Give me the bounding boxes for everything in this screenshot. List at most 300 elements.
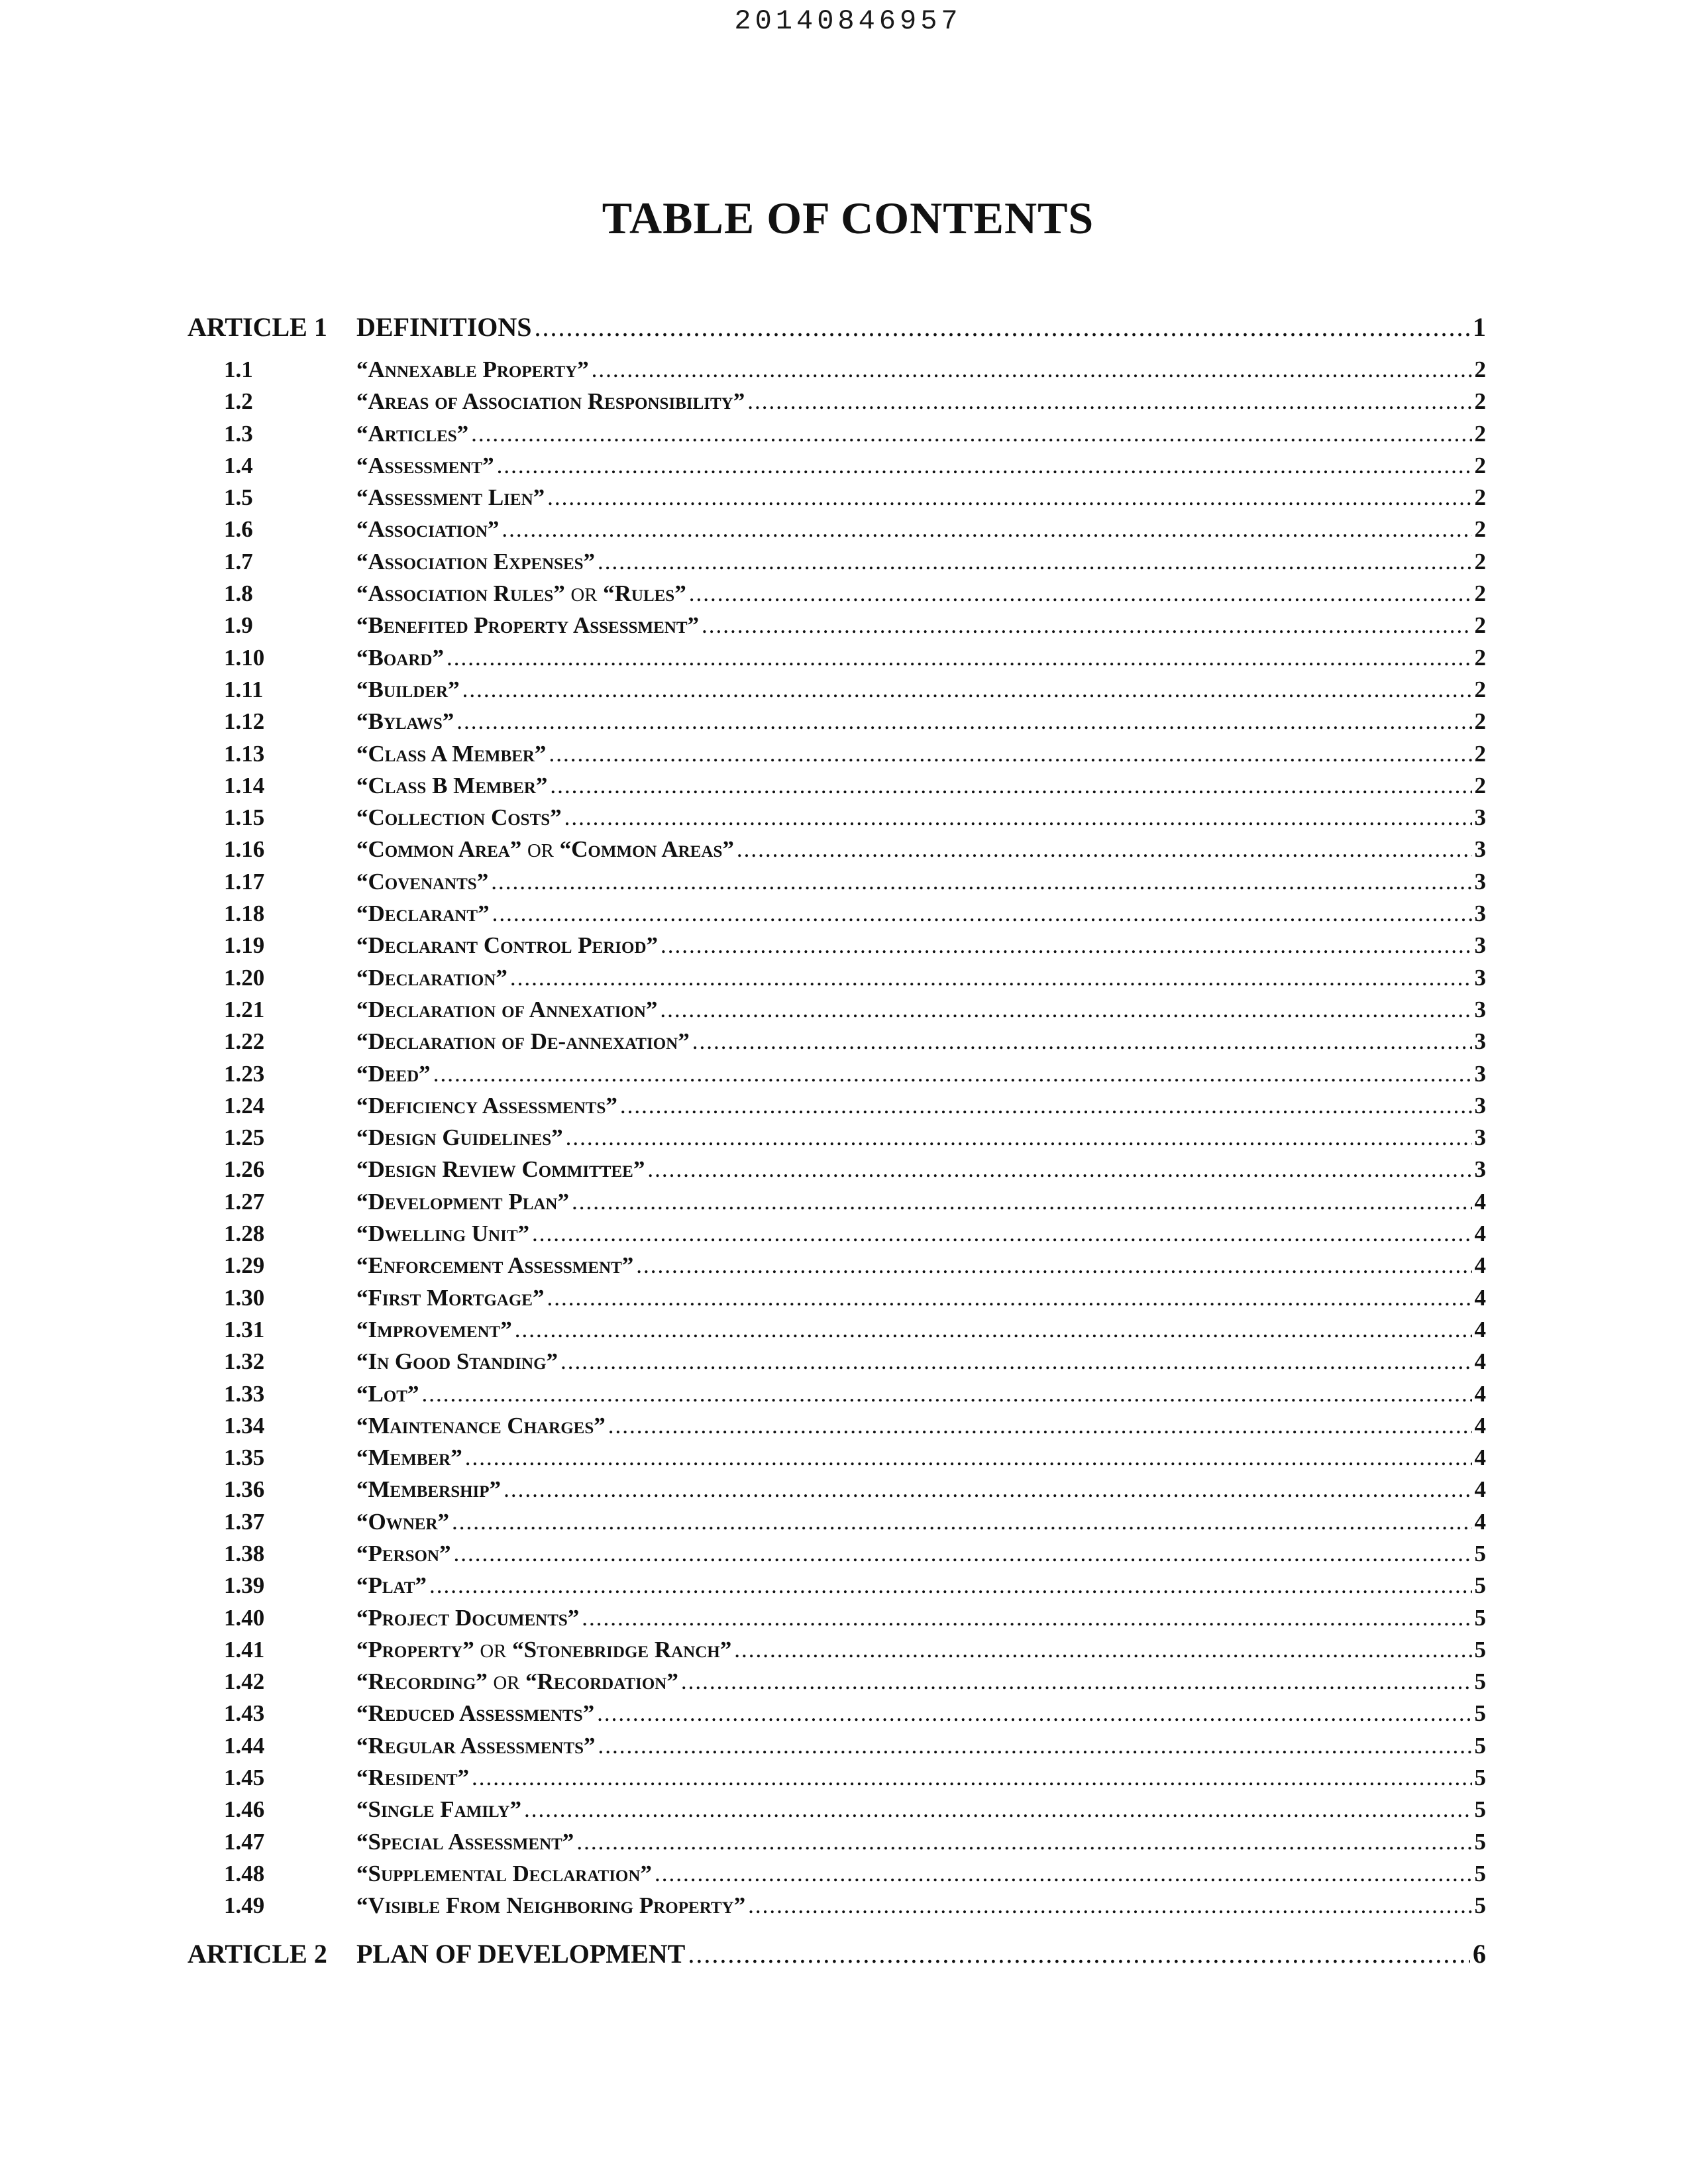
toc-entry-page-number: 5 [1474,1540,1486,1566]
toc-entry-term: “Builder” [356,676,460,702]
toc-entry-row[interactable] [187,1733,1486,1765]
toc-entry-label [356,421,468,447]
toc-entry-number: 1.20 [224,964,265,991]
toc-entry-page-number: 4 [1474,1412,1486,1439]
toc-entry-term: “Class B Member” [356,772,548,798]
toc-entry-number: 1.27 [224,1188,265,1215]
dot-leader [748,1892,1471,1919]
toc-entry-page-number: 4 [1474,1508,1486,1535]
toc-entry-row[interactable] [187,677,1486,708]
toc-entry-number: 1.43 [224,1700,265,1727]
toc-entry-label [356,356,589,383]
toc-entry-label [356,1829,574,1855]
toc-entry-page-number: 3 [1474,1060,1486,1087]
toc-entry-number: 1.21 [224,996,265,1022]
toc-entry-row[interactable] [187,645,1486,677]
toc-entry-number: 1.16 [224,836,265,863]
toc-entry-number: 1.29 [224,1252,265,1279]
toc-entry-row[interactable] [187,580,1486,612]
toc-entry-row[interactable] [187,997,1486,1028]
toc-entry-row[interactable] [187,1765,1486,1796]
toc-entry-row[interactable] [187,1700,1486,1732]
toc-entry-row[interactable] [187,932,1486,964]
toc-entry-term: “Property” [356,1636,474,1663]
toc-entry-row[interactable] [187,1252,1486,1284]
toc-entry-term: “Annexable Property” [356,356,589,382]
toc-entry-label [356,612,699,639]
toc-entry-row[interactable] [187,484,1486,516]
dot-leader [576,1829,1471,1855]
toc-entry-label [356,453,494,479]
toc-entry-page-number: 3 [1474,868,1486,895]
toc-entry-page-number: 4 [1474,1316,1486,1342]
toc-entry-label [356,1285,544,1311]
toc-entry-row[interactable] [187,516,1486,548]
toc-entry-label [356,1572,427,1599]
toc-entry-label [356,516,499,543]
toc-entry-conjunction: OR [480,1640,507,1662]
toc-entry-term: “Deficiency Assessments” [356,1092,617,1119]
dot-leader [447,645,1472,671]
dot-leader [598,549,1471,575]
toc-entry-label [356,869,488,895]
toc-entry-label [356,1509,449,1535]
toc-entry-page-number: 2 [1474,676,1486,702]
dot-leader [647,1156,1471,1183]
dot-leader [566,1124,1472,1151]
toc-entry-term: “Declarant” [356,901,490,927]
toc-entry-label [356,1861,652,1887]
dot-leader [454,1541,1472,1567]
toc-entry-row[interactable] [187,1829,1486,1861]
dot-leader [688,1938,1470,1969]
toc-entry-term: “Association” [356,516,500,543]
toc-entry-row[interactable] [187,1796,1486,1828]
toc-entry-page-number: 3 [1474,836,1486,863]
toc-entry-term: “Benefited Property Assessment” [356,612,700,639]
toc-entry-page-number: 4 [1474,1348,1486,1375]
toc-entry-page-number: 5 [1474,1765,1486,1791]
toc-entry-label [356,836,734,863]
toc-entry-page-number: 4 [1474,1252,1486,1279]
toc-entry-row[interactable] [187,453,1486,484]
toc-entry-number: 1.38 [224,1540,265,1566]
toc-entry-term: “Covenants” [356,868,489,895]
toc-entry-row[interactable] [187,1028,1486,1060]
toc-entry-number: 1.17 [224,868,265,895]
toc-entry-number: 1.1 [224,356,253,382]
toc-entry-number: 1.47 [224,1828,265,1855]
toc-entry-label [356,1541,451,1567]
toc-entry-label [356,484,545,511]
dot-leader [524,1796,1472,1823]
toc-entry-term: “Person” [356,1540,451,1566]
toc-entry-row[interactable] [187,965,1486,997]
toc-entry-page-number: 4 [1474,1476,1486,1503]
toc-entry-label [356,1733,596,1759]
toc-entry-term: “Deed” [356,1060,431,1087]
toc-entry-term: “Areas of Association Responsibility” [356,388,745,415]
toc-entry-label [356,804,562,831]
toc-entry-label [356,1700,594,1727]
toc-entry-term: “Single Family” [356,1796,521,1823]
toc-entry-label [356,1061,431,1087]
toc-entry-row[interactable] [187,869,1486,901]
toc-entry-conjunction: OR [527,840,554,862]
toc-entry-row[interactable] [187,1445,1486,1476]
toc-entry-number: 1.9 [224,612,253,639]
toc-entry-number: 1.13 [224,740,265,767]
article-page-number: 1 [1473,312,1486,342]
toc-entry-label [356,1637,731,1663]
toc-entry-row[interactable] [187,708,1486,740]
toc-entry-term: “Visible From Neighboring Property” [356,1892,746,1919]
toc-entry-term: “Common Area” [356,836,522,863]
dot-leader [471,421,1471,447]
toc-entry-number: 1.6 [224,516,253,543]
toc-entry-term: “Articles” [356,420,469,447]
toc-entry-term: “Declarant Control Period” [356,932,659,959]
toc-entry-label [356,549,595,575]
toc-entry-page-number: 2 [1474,484,1486,511]
toc-entry-number: 1.32 [224,1348,265,1375]
dot-leader [564,804,1472,831]
dot-leader [429,1572,1472,1599]
toc-entry-term: “In Good Standing” [356,1348,558,1375]
toc-entry-label [356,580,686,607]
dot-leader [681,1668,1472,1695]
toc-entry-term: “Dwelling Unit” [356,1221,530,1247]
dot-leader [547,484,1471,511]
toc-entry-row[interactable] [187,1476,1486,1508]
toc-entry-page-number: 5 [1474,1572,1486,1599]
toc-entry-label [356,1381,419,1407]
toc-entry-number: 1.26 [224,1156,265,1183]
toc-entry-page-number: 5 [1474,1668,1486,1695]
toc-entry-row[interactable] [187,1541,1486,1572]
toc-entry-label [356,1156,645,1183]
toc-entry-row[interactable] [187,901,1486,932]
toc-entry-label [356,1765,469,1791]
toc-entry-page-number: 2 [1474,708,1486,735]
article-number: ARTICLE 1 [187,312,327,342]
toc-entry-term: “Design Review Committee” [356,1156,645,1183]
dot-leader [452,1509,1471,1535]
dot-leader [462,677,1472,703]
dot-leader [510,965,1472,991]
toc-entry-row[interactable] [187,1605,1486,1637]
toc-entry-row[interactable] [187,1637,1486,1668]
toc-entry-term: “Board” [356,644,444,671]
toc-entry-page-number: 5 [1474,1796,1486,1823]
toc-entry-number: 1.8 [224,580,253,607]
dot-leader [747,388,1471,415]
dot-leader [472,1765,1471,1791]
toc-entry-term: “First Mortgage” [356,1284,545,1311]
toc-entry-term: “Supplemental Declaration” [356,1860,652,1886]
toc-entry-row[interactable] [187,1861,1486,1892]
dot-leader [582,1605,1471,1631]
toc-entry-number: 1.7 [224,548,253,574]
toc-entry-term: “Plat” [356,1572,427,1599]
toc-entry-term: “Declaration of De-annexation” [356,1028,690,1055]
toc-entry-number: 1.10 [224,644,265,671]
toc-entry-term: “Owner” [356,1508,450,1535]
toc-entry-label [356,1124,563,1151]
toc-entry-page-number: 4 [1474,1284,1486,1311]
toc-entry-label [356,997,657,1023]
toc-entry-term: “Declaration of Annexation” [356,996,658,1022]
toc-entry-number: 1.28 [224,1221,265,1247]
toc-entry-page-number: 5 [1474,1828,1486,1855]
toc-entry-page-number: 5 [1474,1636,1486,1663]
toc-entry-number: 1.39 [224,1572,265,1599]
toc-entry-page-number: 2 [1474,772,1486,798]
toc-entry-number: 1.42 [224,1668,265,1695]
toc-entry-label [356,932,658,959]
toc-entry-conjunction: OR [493,1672,520,1694]
toc-entry-term: “Association Expenses” [356,548,596,574]
toc-entry-label [356,1476,501,1503]
dot-leader [433,1061,1472,1087]
dot-leader [535,311,1470,343]
dot-leader [661,932,1471,959]
toc-entry-term: “Declaration” [356,964,507,991]
dot-leader [702,612,1471,639]
toc-entry-row[interactable] [187,1221,1486,1252]
toc-entry-page-number: 2 [1474,548,1486,574]
toc-entry-row[interactable] [187,1317,1486,1348]
dot-leader [465,1445,1472,1471]
dot-leader [421,1381,1471,1407]
toc-entry-label [356,388,745,415]
toc-entry-term: “Design Guidelines” [356,1124,563,1151]
toc-article-2-section [187,1938,1486,1978]
toc-entry-term: “Lot” [356,1380,419,1407]
dot-leader [515,1317,1472,1343]
toc-entry-number: 1.46 [224,1796,265,1823]
toc-entry-page-number: 2 [1474,420,1486,447]
toc-entry-term: “Association Rules” [356,580,565,607]
toc-entry-page-number: 3 [1474,804,1486,831]
toc-entry-row[interactable] [187,1061,1486,1093]
toc-entry-term: “Reduced Assessments” [356,1700,595,1727]
toc-entry-row[interactable] [187,1189,1486,1221]
toc-entry-number: 1.25 [224,1124,265,1151]
toc-entry-term: “Membership” [356,1476,502,1503]
toc-item-list [187,356,1486,1925]
toc-entry-page-number: 5 [1474,1700,1486,1727]
toc-entry-row[interactable] [187,356,1486,388]
toc-entry-label [356,1445,462,1471]
toc-entry-term: “Rules” [603,580,686,607]
toc-entry-row[interactable] [187,421,1486,453]
toc-entry-row[interactable] [187,1509,1486,1541]
toc-entry-row[interactable] [187,1124,1486,1156]
toc-entry-row[interactable] [187,836,1486,868]
toc-entry-label [356,1093,617,1119]
toc-entry-page-number: 3 [1474,1092,1486,1119]
toc-entry-number: 1.14 [224,772,265,798]
toc-entry-number: 1.34 [224,1412,265,1439]
toc-entry-term: “Project Documents” [356,1604,580,1631]
toc-entry-term: “Bylaws” [356,708,454,735]
toc-entry-page-number: 5 [1474,1860,1486,1886]
toc-entry-term: “Assessment” [356,452,494,478]
toc-entry-page-number: 2 [1474,580,1486,607]
toc-entry-row[interactable] [187,1156,1486,1188]
toc-entry-number: 1.11 [224,676,264,702]
article-title: DEFINITIONS [356,312,532,342]
toc-entry-label [356,1892,745,1919]
dot-leader [655,1861,1472,1887]
toc-entry-number: 1.15 [224,804,265,831]
dot-leader [504,1476,1471,1503]
dot-leader [456,708,1471,735]
toc-entry-number: 1.24 [224,1092,265,1119]
toc-entry-page-number: 2 [1474,516,1486,543]
toc-entry-label [356,708,454,735]
toc-entry-number: 1.40 [224,1604,265,1631]
toc-entry-page-number: 3 [1474,996,1486,1022]
toc-entry-row[interactable] [187,741,1486,773]
toc-entry-number: 1.12 [224,708,265,735]
toc-entry-label [356,901,490,927]
toc-entry-number: 1.2 [224,388,253,415]
toc-entry-row[interactable] [187,1572,1486,1604]
toc-entry-number: 1.4 [224,452,253,478]
toc-entry-number: 1.44 [224,1732,265,1759]
toc-entry-row[interactable] [187,549,1486,580]
toc-entry-row[interactable] [187,1285,1486,1317]
toc-entry-term: “Enforcement Assessment” [356,1252,634,1279]
toc-entry-page-number: 4 [1474,1188,1486,1215]
dot-leader [492,901,1472,927]
toc-entry-label [356,1221,529,1247]
toc-entry-term: “Assessment Lien” [356,484,545,511]
toc-entry-page-number: 2 [1474,740,1486,767]
toc-entry-number: 1.37 [224,1508,265,1535]
document-number: 20140846957 [734,5,962,37]
dot-leader [692,1028,1472,1055]
toc-entry-row[interactable] [187,1413,1486,1445]
toc-entry-term: “Collection Costs” [356,804,562,831]
toc-entry-label [356,677,460,703]
toc-entry-number: 1.30 [224,1284,265,1311]
toc-entry-label [356,1348,558,1375]
dot-leader [689,580,1472,607]
dot-leader [660,997,1471,1023]
toc-entry-term: “Regular Assessments” [356,1732,596,1759]
toc-entry-label [356,1605,579,1631]
toc-entry-page-number: 2 [1474,452,1486,478]
dot-leader [620,1093,1472,1119]
toc-entry-row[interactable] [187,1093,1486,1124]
dot-leader [572,1189,1472,1215]
toc-entry-label [356,1413,606,1439]
page-title: TABLE OF CONTENTS [602,193,1094,243]
dot-leader [532,1221,1471,1247]
toc-entry-term: “Resident” [356,1765,470,1791]
toc-entry-row[interactable] [187,773,1486,804]
article-page-number: 6 [1473,1939,1486,1969]
dot-leader [597,1700,1471,1727]
toc-entry-row[interactable] [187,1348,1486,1380]
toc-entry-page-number: 3 [1474,1028,1486,1055]
toc-entry-page-number: 2 [1474,356,1486,382]
toc-entry-term: “Recordation” [525,1668,678,1695]
toc-entry-number: 1.31 [224,1316,265,1342]
toc-entry-label [356,741,546,767]
toc-entry-row[interactable] [187,388,1486,420]
toc-entry-number: 1.36 [224,1476,265,1503]
dot-leader [598,1733,1472,1759]
toc-entry-row[interactable] [187,1668,1486,1700]
toc-entry-page-number: 3 [1474,932,1486,959]
toc-entry-term: “Special Assessment” [356,1828,574,1855]
toc-article-row[interactable] [187,1938,1486,1978]
toc-entry-term: “Development Plan” [356,1188,569,1215]
dot-leader [560,1348,1471,1375]
toc-entry-row[interactable] [187,1381,1486,1413]
toc-entry-page-number: 3 [1474,901,1486,927]
toc-entry-number: 1.23 [224,1060,265,1087]
toc-entry-term: “Class A Member” [356,740,547,767]
toc-entry-term: “Improvement” [356,1316,512,1342]
toc-entry-number: 1.33 [224,1380,265,1407]
toc-entry-page-number: 3 [1474,1156,1486,1183]
dot-leader [502,516,1471,543]
toc-entry-page-number: 3 [1474,964,1486,991]
toc-entry-term: “Maintenance Charges” [356,1412,606,1439]
dot-leader [491,869,1471,895]
toc-entry-label [356,1189,569,1215]
toc-entry-page-number: 5 [1474,1892,1486,1919]
article-number: ARTICLE 2 [187,1939,327,1969]
toc-entry-number: 1.49 [224,1892,265,1919]
toc-entry-term: “Recording” [356,1668,488,1695]
dot-leader [550,773,1471,799]
toc-entry-number: 1.22 [224,1028,265,1055]
toc-entry-number: 1.5 [224,484,253,511]
article-title: PLAN OF DEVELOPMENT [356,1939,686,1969]
toc-entry-label [356,1668,678,1695]
toc-entry-label [356,965,507,991]
toc-article-row[interactable] [187,311,1486,351]
dot-leader [547,1285,1471,1311]
dot-leader [497,453,1472,479]
toc-entry-label [356,1028,690,1055]
toc-entry-row[interactable] [187,804,1486,836]
toc-entry-label [356,773,547,799]
toc-entry-number: 1.48 [224,1860,265,1886]
toc-entry-number: 1.41 [224,1636,265,1663]
dot-leader [592,356,1472,383]
toc-entry-page-number: 2 [1474,388,1486,415]
toc-entry-row[interactable] [187,1892,1486,1924]
toc-entry-label [356,1317,512,1343]
toc-entry-page-number: 2 [1474,612,1486,639]
toc-entry-number: 1.19 [224,932,265,959]
toc-entry-number: 1.18 [224,901,265,927]
dot-leader [636,1252,1471,1279]
toc-entry-number: 1.3 [224,420,253,447]
toc-entry-term: “Common Areas” [559,836,734,863]
toc-entry-row[interactable] [187,612,1486,644]
toc-entry-term: “Member” [356,1445,462,1471]
dot-leader [734,1637,1471,1663]
toc-entry-page-number: 5 [1474,1604,1486,1631]
